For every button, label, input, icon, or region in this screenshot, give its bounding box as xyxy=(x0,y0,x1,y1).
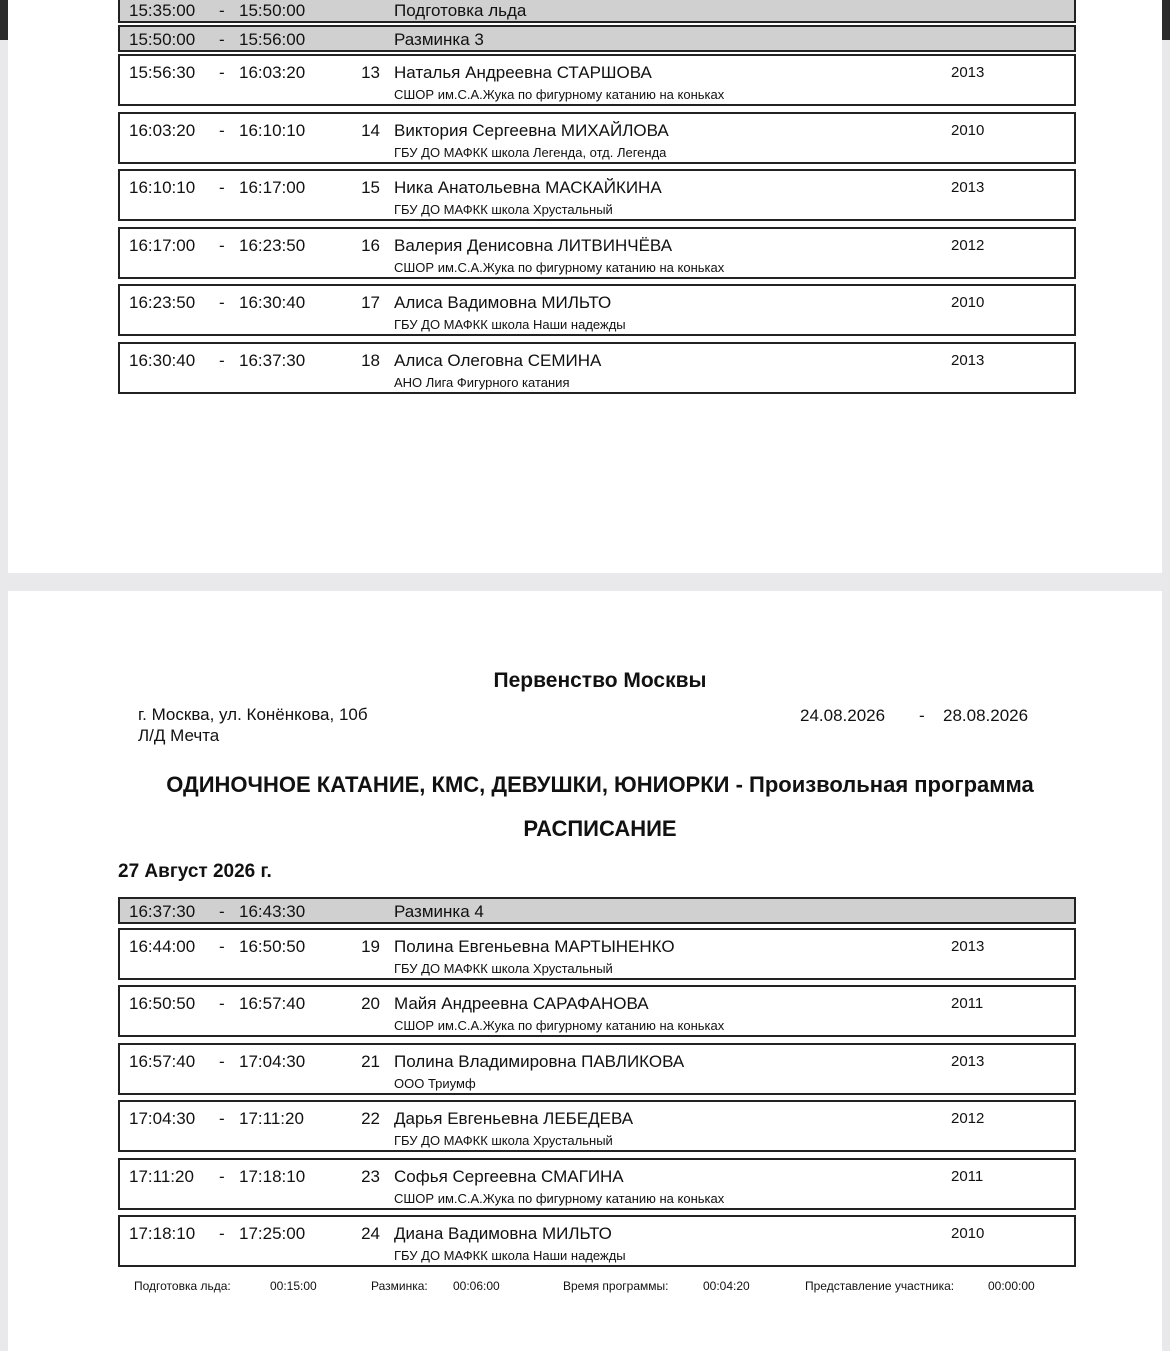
start-number: 15 xyxy=(361,178,380,197)
birth-year: 2013 xyxy=(951,64,985,81)
skater-name: Диана Вадимовна МИЛЬТО xyxy=(394,1224,612,1243)
schedule-break-row xyxy=(118,0,1076,23)
footer-program-label: Время программы: xyxy=(563,1279,669,1293)
time-separator: - xyxy=(219,1052,225,1071)
skater-club: ГБУ ДО МАФКК школа Хрустальный xyxy=(394,202,613,217)
time-separator: - xyxy=(219,902,225,921)
schedule-skater-row xyxy=(118,1043,1076,1095)
end-time: 16:10:10 xyxy=(239,121,306,140)
skater-club: СШОР им.С.А.Жука по фигурному катанию на коньках xyxy=(394,260,725,275)
end-time: 16:37:30 xyxy=(239,351,306,370)
start-time: 16:17:00 xyxy=(129,236,196,255)
footer-intro-value: 00:00:00 xyxy=(988,1279,1035,1293)
start-number: 19 xyxy=(361,937,380,956)
time-separator: - xyxy=(219,30,225,49)
time-separator: - xyxy=(219,236,225,255)
birth-year: 2013 xyxy=(951,938,985,955)
birth-year: 2012 xyxy=(951,237,985,254)
footer-program-value: 00:04:20 xyxy=(703,1279,750,1293)
start-number: 13 xyxy=(361,63,380,82)
skater-club: ООО Триумф xyxy=(394,1076,476,1091)
start-time: 17:18:10 xyxy=(129,1224,196,1243)
time-separator: - xyxy=(219,178,225,197)
footer-warmup-label: Разминка: xyxy=(371,1279,428,1293)
footer-ice-prep-value: 00:15:00 xyxy=(270,1279,317,1293)
skater-club: СШОР им.С.А.Жука по фигурному катанию на коньках xyxy=(394,87,725,102)
skater-club: ГБУ ДО МАФКК школа Хрустальный xyxy=(394,961,613,976)
schedule-skater-row xyxy=(118,284,1076,336)
end-time: 17:25:00 xyxy=(239,1224,306,1243)
start-time: 15:35:00 xyxy=(129,1,196,20)
birth-year: 2010 xyxy=(951,1225,985,1242)
schedule-skater-row xyxy=(118,985,1076,1037)
skater-club: ГБУ ДО МАФКК школа Легенда, отд. Легенда xyxy=(394,145,667,160)
start-time: 16:23:50 xyxy=(129,293,196,312)
skater-name: Виктория Сергеевна МИХАЙЛОВА xyxy=(394,121,669,140)
venue-address xyxy=(138,704,368,746)
skater-name: Софья Сергеевна СМАГИНА xyxy=(394,1167,624,1186)
time-separator: - xyxy=(219,351,225,370)
schedule-skater-row xyxy=(118,1158,1076,1210)
schedule-skater-row xyxy=(118,169,1076,221)
address-line-1: г. Москва, ул. Конёнкова, 10б xyxy=(138,705,368,724)
skater-name: Дарья Евгеньевна ЛЕБЕДЕВА xyxy=(394,1109,634,1128)
time-separator: - xyxy=(219,63,225,82)
start-number: 18 xyxy=(361,351,380,370)
start-number: 14 xyxy=(361,121,380,140)
birth-year: 2011 xyxy=(951,1168,984,1185)
end-time: 15:50:00 xyxy=(239,1,306,20)
end-time: 16:17:00 xyxy=(239,178,306,197)
schedule-skater-row xyxy=(118,342,1076,394)
end-time: 15:56:00 xyxy=(239,30,306,49)
skater-club: ГБУ ДО МАФКК школа Наши надежды xyxy=(394,317,626,332)
birth-year: 2013 xyxy=(951,1053,985,1070)
event-title: ОДИНОЧНОЕ КАТАНИЕ, КМС, ДЕВУШКИ, ЮНИОРКИ - Произвольная программа xyxy=(166,772,1034,797)
start-time: 16:10:10 xyxy=(129,178,196,197)
start-number: 17 xyxy=(361,293,380,312)
schedule-skater-row xyxy=(118,1215,1076,1267)
address-line-2: Л/Д Мечта xyxy=(138,726,220,745)
footer-ice-prep-label: Подготовка льда: xyxy=(134,1279,231,1293)
start-time: 16:50:50 xyxy=(129,994,196,1013)
time-separator: - xyxy=(219,994,225,1013)
skater-club: ГБУ ДО МАФКК школа Наши надежды xyxy=(394,1248,626,1263)
schedule-break-row xyxy=(118,25,1076,52)
end-time: 16:57:40 xyxy=(239,994,306,1013)
skater-name: Ника Анатольевна МАСКАЙКИНА xyxy=(394,178,662,197)
skater-name: Полина Владимировна ПАВЛИКОВА xyxy=(394,1052,685,1071)
time-separator: - xyxy=(219,937,225,956)
skater-name: Алиса Олеговна СЕМИНА xyxy=(394,351,602,370)
start-number: 16 xyxy=(361,236,380,255)
date-from: 24.08.2026 xyxy=(800,706,886,725)
skater-name: Наталья Андреевна СТАРШОВА xyxy=(394,63,652,82)
end-time: 16:50:50 xyxy=(239,937,306,956)
skater-name: Полина Евгеньевна МАРТЫНЕНКО xyxy=(394,937,675,956)
competition-title: Первенство Москвы xyxy=(493,669,707,692)
end-time: 16:23:50 xyxy=(239,236,306,255)
time-separator: - xyxy=(219,1,225,20)
schedule-skater-row xyxy=(118,928,1076,980)
start-time: 17:11:20 xyxy=(129,1167,194,1186)
date-to: 28.08.2026 xyxy=(943,706,1029,725)
birth-year: 2013 xyxy=(951,352,985,369)
skater-name: Майя Андреевна САРАФАНОВА xyxy=(394,994,649,1013)
schedule-skater-row xyxy=(118,1100,1076,1152)
schedule-break-row xyxy=(118,897,1076,924)
break-label: Подготовка льда xyxy=(394,1,527,20)
start-number: 24 xyxy=(361,1224,380,1243)
time-separator: - xyxy=(219,1167,225,1186)
document-page-1 xyxy=(8,0,1162,573)
schedule-skater-row xyxy=(118,112,1076,164)
break-label: Разминка 3 xyxy=(394,30,484,49)
end-time: 17:18:10 xyxy=(239,1167,306,1186)
birth-year: 2013 xyxy=(951,179,985,196)
break-label: Разминка 4 xyxy=(394,902,484,921)
start-time: 15:56:30 xyxy=(129,63,196,82)
skater-club: ГБУ ДО МАФКК школа Хрустальный xyxy=(394,1133,613,1148)
start-number: 22 xyxy=(361,1109,380,1128)
page-edge-right xyxy=(1162,0,1170,40)
start-time: 17:04:30 xyxy=(129,1109,196,1128)
birth-year: 2011 xyxy=(951,995,984,1012)
schedule-day: 27 Август 2026 г. xyxy=(118,861,272,882)
schedule-skater-row xyxy=(118,54,1076,106)
start-time: 16:03:20 xyxy=(129,121,196,140)
footer-warmup-value: 00:06:00 xyxy=(453,1279,500,1293)
birth-year: 2010 xyxy=(951,122,985,139)
end-time: 16:30:40 xyxy=(239,293,306,312)
start-time: 16:37:30 xyxy=(129,902,196,921)
start-number: 23 xyxy=(361,1167,380,1186)
skater-name: Валерия Денисовна ЛИТВИНЧЁВА xyxy=(394,236,673,255)
skater-club: АНО Лига Фигурного катания xyxy=(394,375,570,390)
time-separator: - xyxy=(219,121,225,140)
schedule-heading: РАСПИСАНИЕ xyxy=(523,816,677,841)
competition-dates xyxy=(800,706,1029,726)
end-time: 16:03:20 xyxy=(239,63,306,82)
skater-club: СШОР им.С.А.Жука по фигурному катанию на коньках xyxy=(394,1191,725,1206)
date-separator: - xyxy=(919,706,925,725)
time-separator: - xyxy=(219,1224,225,1243)
start-time: 16:44:00 xyxy=(129,937,196,956)
footer-intro-label: Представление участника: xyxy=(805,1279,955,1293)
document-page-2 xyxy=(8,591,1162,1351)
start-number: 21 xyxy=(361,1052,380,1071)
start-time: 15:50:00 xyxy=(129,30,196,49)
birth-year: 2010 xyxy=(951,294,985,311)
start-time: 16:57:40 xyxy=(129,1052,196,1071)
schedule-skater-row xyxy=(118,227,1076,279)
end-time: 17:11:20 xyxy=(239,1109,304,1128)
time-separator: - xyxy=(219,293,225,312)
start-time: 16:30:40 xyxy=(129,351,196,370)
end-time: 16:43:30 xyxy=(239,902,306,921)
page-edge-left xyxy=(0,0,8,40)
skater-name: Алиса Вадимовна МИЛЬТО xyxy=(394,293,612,312)
end-time: 17:04:30 xyxy=(239,1052,306,1071)
birth-year: 2012 xyxy=(951,1110,985,1127)
time-separator: - xyxy=(219,1109,225,1128)
skater-club: СШОР им.С.А.Жука по фигурному катанию на коньках xyxy=(394,1018,725,1033)
start-number: 20 xyxy=(361,994,380,1013)
